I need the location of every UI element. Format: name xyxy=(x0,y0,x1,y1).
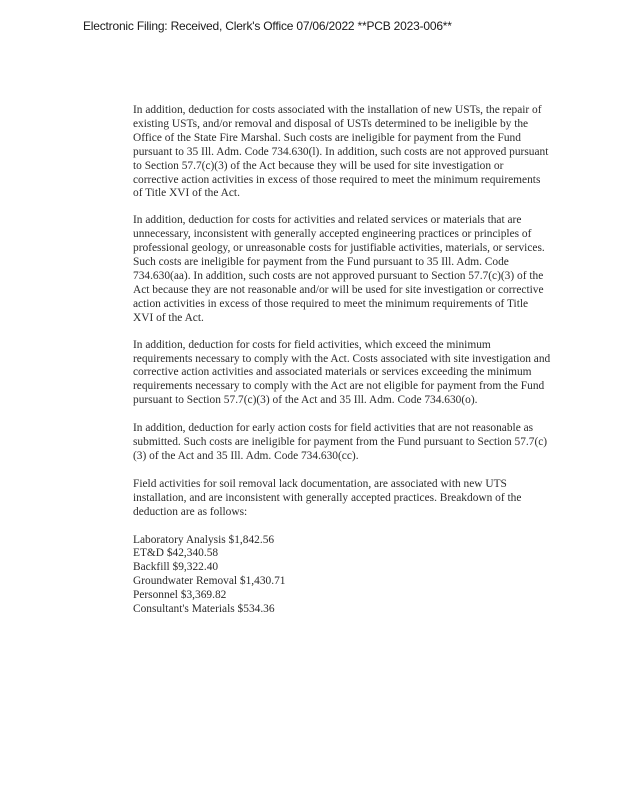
paragraph-unnecessary-activities: In addition, deduction for costs for activities and related services or materials that are unnecessary, inconsistent with generally accepted engineering practices or principles of professional geology, or unreasonable costs for justifiable activities, materials, or services. Such costs are ineligible for payment from the Fund pursuant to 35 Ill. Adm. Code 734.630(aa). In addition, such costs are not approved pursuant to Section 57.7(c)(3) of the Act because they are not reasonable and/or will be used for site investigation or corrective action activities in excess of those required to meet the minimum requirements of Title XVI of the Act. xyxy=(133,214,545,324)
paragraph-ust-installation: In addition, deduction for costs associated with the installation of new USTs, the repair of existing USTs, and/or removal and disposal of USTs determined to be ineligible by the Office of the State Fire Marshal. Such costs are ineligible for payment from the Fund pursuant to 35 Ill. Adm. Code 734.630(l). In addition, such costs are not approved pursuant to Section 57.7(c)(3) of the Act because they will be used for site investigation or corrective action activities in excess of those required to meet the minimum requirements of Title XVI of the Act. xyxy=(133,104,549,200)
paragraph-early-action-costs: In addition, deduction for early action costs for field activities that are not reasonable as submitted. Such costs are ineligible for payment from the Fund pursuant to Section 57.7(c)(3) of the Act and 35 Ill. Adm. Code 734.630(cc). xyxy=(133,422,548,462)
filing-stamp: Electronic Filing: Received, Clerk's Office 07/06/2022 **PCB 2023-006** xyxy=(83,19,452,33)
paragraph-soil-removal: Field activities for soil removal lack documentation, are associated with new UTS installation, and are inconsistent with generally accepted practices. Breakdown of the deduction are as follows: xyxy=(133,477,522,518)
breakdown-item-personnel: Personnel $3,369.82 xyxy=(133,589,227,602)
breakdown-item-groundwater-removal: Groundwater Removal $1,430.71 xyxy=(133,575,286,588)
breakdown-item-etd: ET&D $42,340.58 xyxy=(133,547,219,560)
breakdown-item-backfill: Backfill $9,322.40 xyxy=(133,561,219,574)
breakdown-item-consultant-materials: Consultant's Materials $534.36 xyxy=(133,603,275,616)
paragraph-field-activities-excess: In addition, deduction for costs for field activities, which exceed the minimum requirements necessary to comply with the Act. Costs associated with site investigation and corrective action activities and associated materials or services exceeding the minimum requirements necessary to comply with the Act are not eligible for payment from the Fund pursuant to Section 57.7(c)(3) of the Act and 35 Ill. Adm. Code 734.630(o). xyxy=(133,338,551,407)
document-body xyxy=(133,104,551,617)
breakdown-item-laboratory-analysis: Laboratory Analysis $1,842.56 xyxy=(133,533,275,546)
deduction-breakdown-list xyxy=(133,534,551,617)
